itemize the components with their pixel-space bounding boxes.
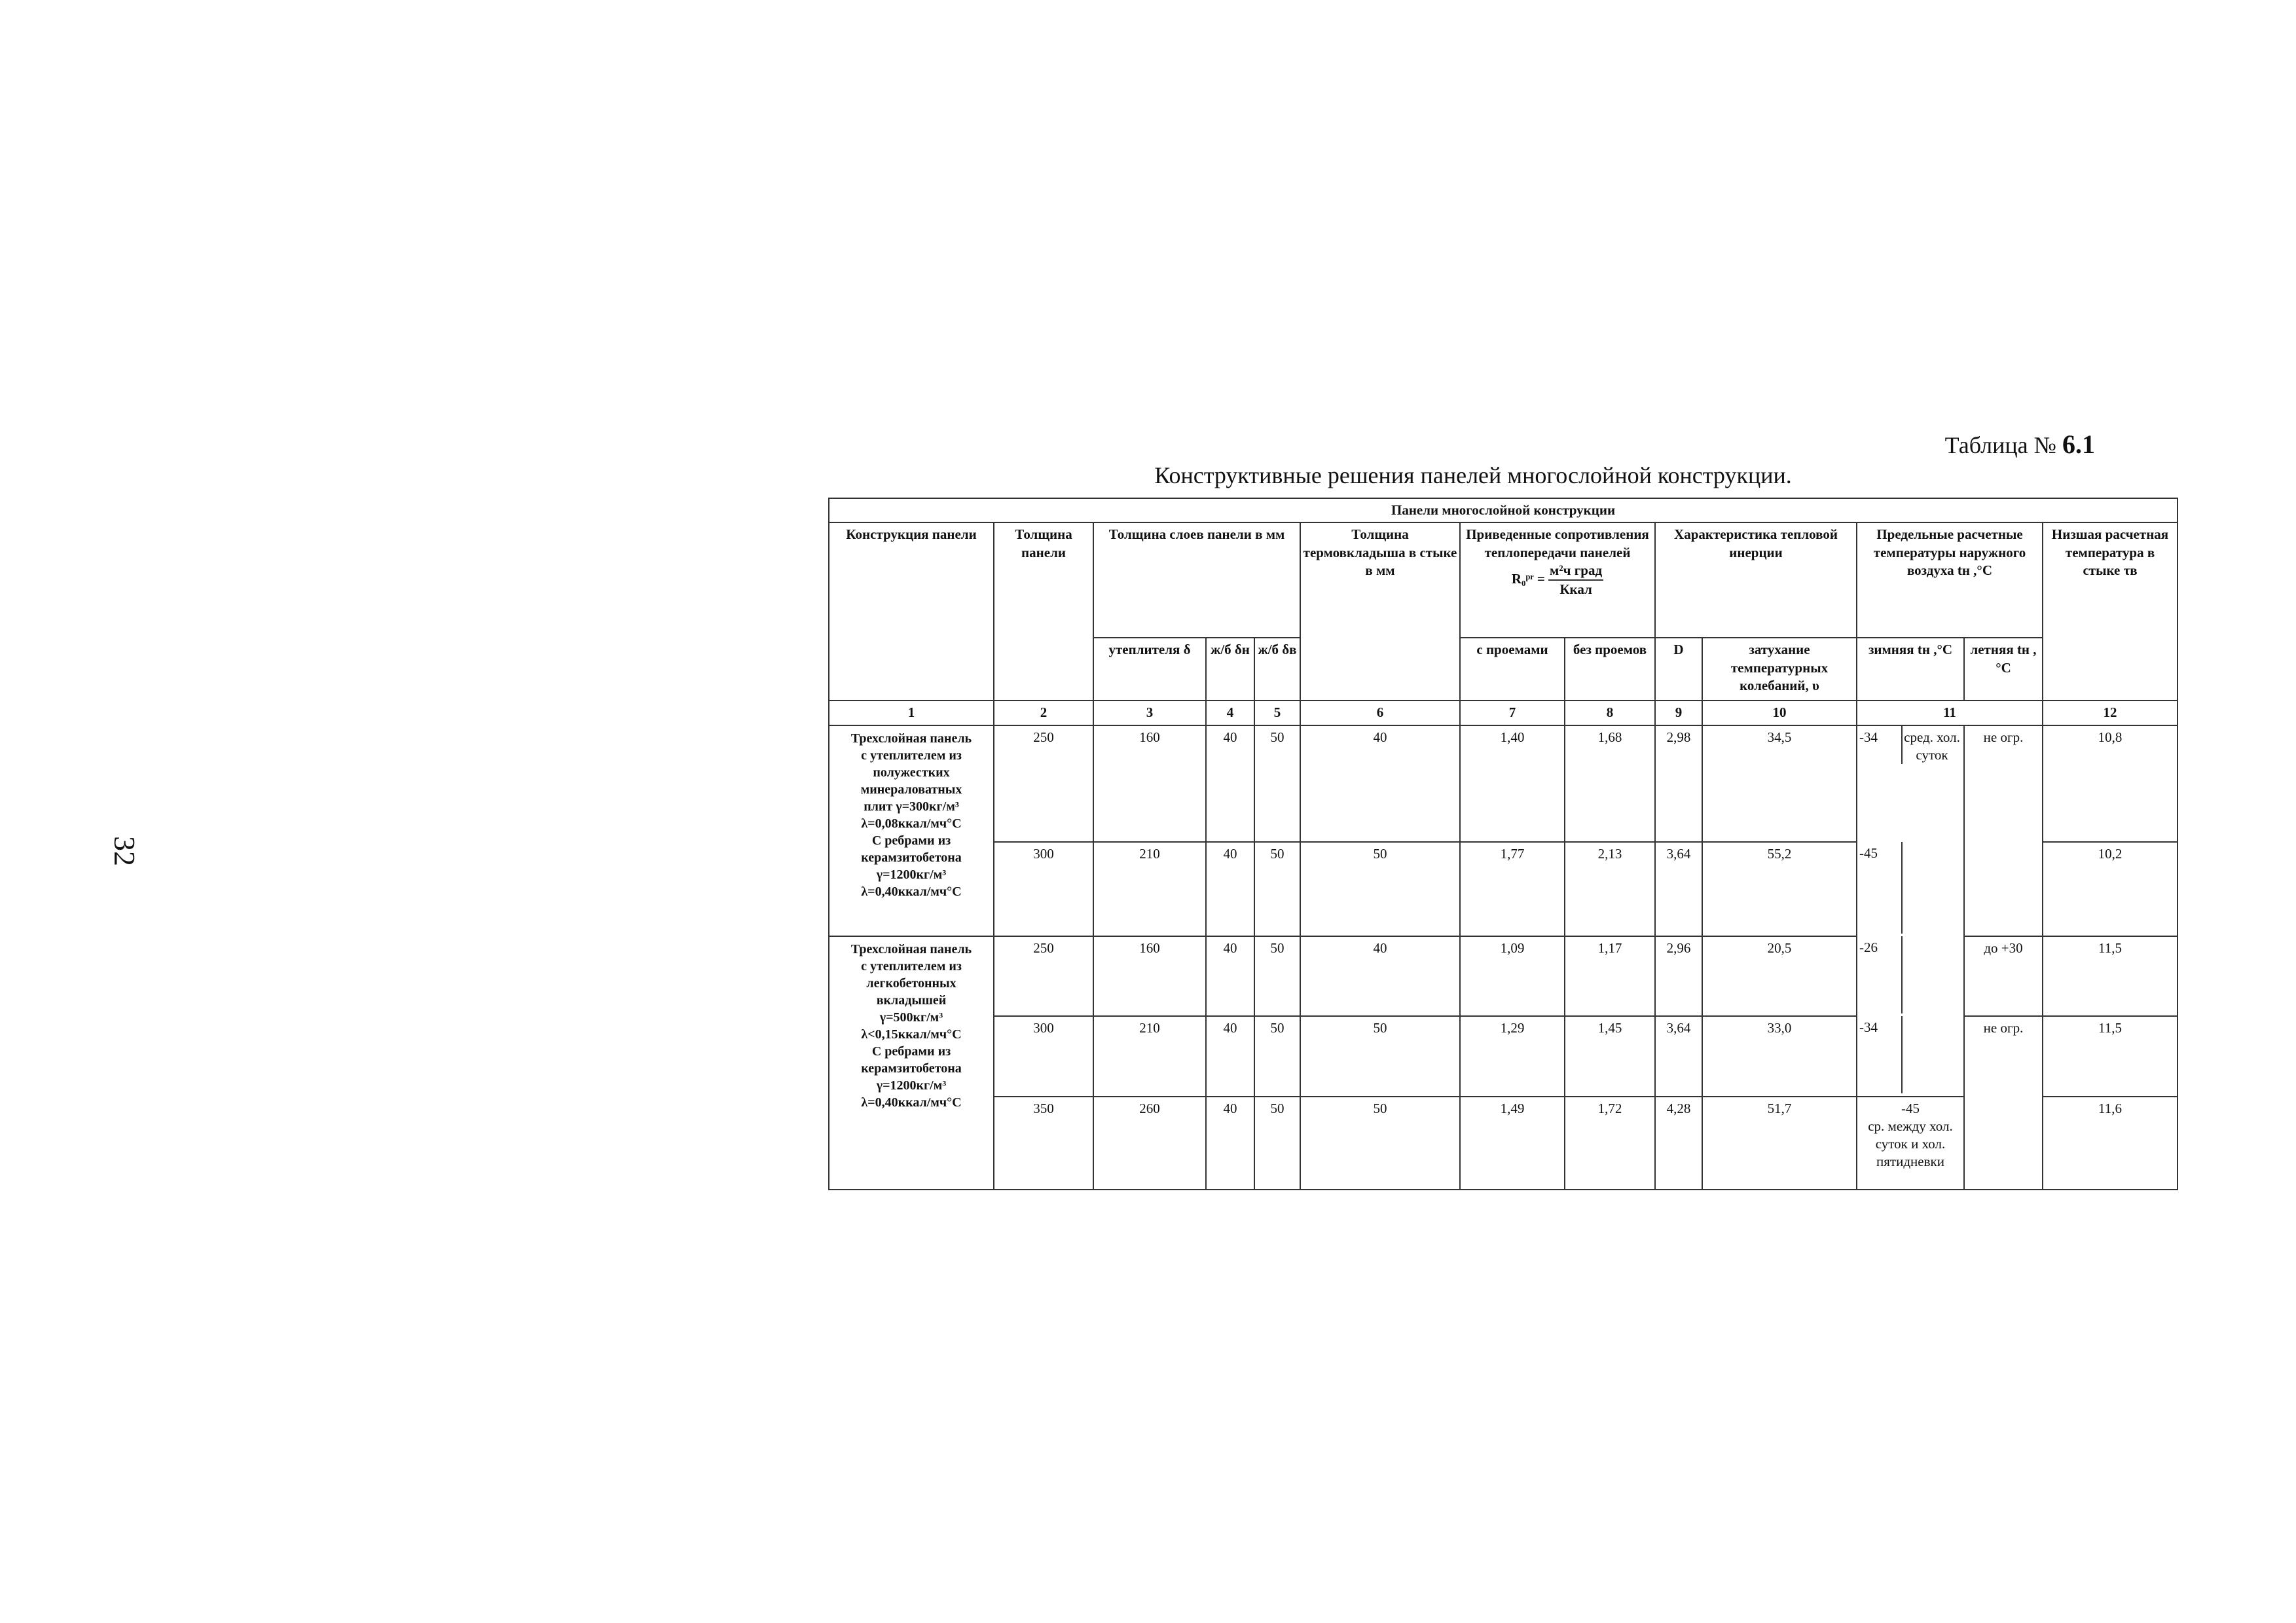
cell-insert: 50 [1300, 842, 1460, 936]
col-number: 4 [1206, 701, 1254, 725]
formula-numerator: м²ч град [1548, 562, 1603, 581]
winter-divider [1901, 936, 1961, 1013]
construction-line: полужестких [873, 765, 950, 780]
cell-rc-outer: 40 [1206, 1016, 1254, 1097]
cell-r-without-openings: 1,45 [1565, 1016, 1655, 1097]
header-col13: Низшая расчетная температура в стыке τв [2043, 522, 2178, 701]
cell-insulation: 210 [1093, 842, 1206, 936]
cell-damping: 51,7 [1702, 1097, 1857, 1190]
construction-line: λ=0,40ккал/мч°C [861, 1095, 962, 1110]
cell-r-with-openings: 1,09 [1460, 936, 1565, 1016]
cell-r-without-openings: 2,13 [1565, 842, 1655, 936]
header-col10: затухание температурных колебаний, υ [1702, 638, 1857, 701]
cell-d: 2,98 [1655, 725, 1702, 842]
cell-winter [1857, 1097, 1964, 1190]
page-number: 32 [108, 836, 141, 866]
construction-line: λ=0,08ккал/мч°C [861, 816, 962, 831]
header-col11: зимняя tн ,°C [1857, 638, 1964, 701]
cell-r-without-openings: 1,68 [1565, 725, 1655, 842]
table-label-prefix: Таблица № [1944, 432, 2056, 458]
cell-r-with-openings: 1,77 [1460, 842, 1565, 936]
cell-low-temp: 11,5 [2043, 936, 2178, 1016]
table-label-number: 6.1 [2062, 429, 2095, 459]
cell-d: 4,28 [1655, 1097, 1702, 1190]
cell-thickness: 250 [994, 725, 1093, 842]
cell-r-with-openings: 1,40 [1460, 725, 1565, 842]
cell-thickness: 350 [994, 1097, 1093, 1190]
header-col2: Толщина панели [994, 522, 1093, 701]
col-number: 12 [2043, 701, 2178, 725]
col-number: 10 [1702, 701, 1857, 725]
winter-divider [1901, 1016, 1961, 1093]
construction-line: с утеплителем из [861, 958, 962, 974]
header-col7-8 [1460, 522, 1655, 638]
table-title: Конструктивные решения панелей многослойной конструкции. [1154, 462, 1792, 488]
cell-rc-outer: 40 [1206, 936, 1254, 1016]
col-number: 5 [1254, 701, 1300, 725]
formula-lhs: R₀ᵖʳ = [1511, 571, 1545, 587]
cell-r-with-openings: 1,49 [1460, 1097, 1565, 1190]
cell-winter [1857, 936, 1964, 1016]
cell-low-temp: 10,2 [2043, 842, 2178, 936]
cell-d: 2,96 [1655, 936, 1702, 1016]
winter-value: -34 [1859, 1019, 1878, 1035]
cell-rc-outer: 40 [1206, 725, 1254, 842]
col-number: 11 [1857, 701, 2043, 725]
header-col11-12: Предельные расчетные температуры наружного воздуха tн ,°C [1857, 522, 2043, 638]
panels-table [828, 498, 2178, 1190]
header-group: Панели многослойной конструкции [829, 498, 2178, 522]
construction-line: γ=1200кг/м³ [876, 1078, 947, 1093]
cell-insert: 50 [1300, 1016, 1460, 1097]
formula-denominator: Ккал [1559, 581, 1592, 598]
cell-rc-outer: 40 [1206, 842, 1254, 936]
cell-summer: не огр. [1964, 1016, 2043, 1190]
cell-insulation: 260 [1093, 1097, 1206, 1190]
cell-rc-inner: 50 [1254, 1097, 1300, 1190]
cell-summer: не огр. [1964, 725, 2043, 936]
cell-winter [1857, 725, 1964, 842]
cell-rc-outer: 40 [1206, 1097, 1254, 1190]
winter-value: -26 [1859, 939, 1878, 955]
construction-line: γ=500кг/м³ [879, 1010, 943, 1025]
cell-insert: 50 [1300, 1097, 1460, 1190]
construction-group1 [829, 725, 994, 936]
cell-summer: до +30 [1964, 936, 2043, 1016]
cell-d: 3,64 [1655, 1016, 1702, 1097]
cell-thickness: 300 [994, 842, 1093, 936]
winter-value: -34 [1859, 729, 1878, 745]
col-number: 8 [1565, 701, 1655, 725]
table-row [829, 725, 2178, 842]
cell-d: 3,64 [1655, 842, 1702, 936]
cell-rc-inner: 50 [1254, 725, 1300, 842]
construction-line: с утеплителем из [861, 748, 962, 763]
construction-line: γ=1200кг/м³ [876, 867, 947, 882]
cell-rc-inner: 50 [1254, 1016, 1300, 1097]
cell-thickness: 300 [994, 1016, 1093, 1097]
cell-low-temp: 11,5 [2043, 1016, 2178, 1097]
cell-rc-inner: 50 [1254, 842, 1300, 936]
construction-line: λ<0,15ккал/мч°C [861, 1027, 962, 1042]
header-col12: летняя tн ,°C [1964, 638, 2043, 701]
construction-line: С ребрами из [871, 1044, 951, 1059]
construction-line: вкладышей [876, 993, 947, 1008]
cell-insert: 40 [1300, 936, 1460, 1016]
header-col8: без проемов [1565, 638, 1655, 701]
formula-fraction [1548, 562, 1603, 599]
cell-insulation: 160 [1093, 725, 1206, 842]
table-row [829, 936, 2178, 1016]
r0-formula [1512, 562, 1603, 599]
header-col1: Конструкция панели [829, 522, 994, 701]
construction-line: С ребрами из [871, 833, 951, 848]
cell-rc-inner: 50 [1254, 936, 1300, 1016]
header-col4: ж/б δн [1206, 638, 1254, 701]
cell-insert: 40 [1300, 725, 1460, 842]
construction-line: керамзитобетона [861, 1061, 962, 1076]
construction-line: Трехслойная панель [850, 731, 972, 746]
col-number: 1 [829, 701, 994, 725]
header-col7-8-text: Приведенные сопротивления теплопередачи панелей [1466, 526, 1649, 560]
cell-winter [1857, 1016, 1964, 1097]
header-col3: утеплителя δ [1093, 638, 1206, 701]
construction-line: керамзитобетона [861, 850, 962, 865]
cell-r-without-openings: 1,17 [1565, 936, 1655, 1016]
construction-line: легкобетонных [866, 976, 957, 991]
winter-divider [1901, 842, 1961, 934]
construction-line: плит γ=300кг/м³ [864, 799, 959, 814]
cell-thickness: 250 [994, 936, 1093, 1016]
cell-r-with-openings: 1,29 [1460, 1016, 1565, 1097]
winter-note-avg-cold-day: сред. хол. суток [1901, 726, 1961, 765]
header-col6: Толщина термовкладыша в стыке в мм [1300, 522, 1460, 701]
winter-note-between: ср. между хол. суток и хол. пятидневки [1868, 1118, 1953, 1170]
winter-value: -45 [1901, 1100, 1920, 1116]
header-col9: D [1655, 638, 1702, 701]
col-number: 2 [994, 701, 1093, 725]
cell-insulation: 210 [1093, 1016, 1206, 1097]
col-number: 6 [1300, 701, 1460, 725]
table-row [829, 1016, 2178, 1097]
cell-low-temp: 11,6 [2043, 1097, 2178, 1190]
cell-damping: 55,2 [1702, 842, 1857, 936]
cell-winter [1857, 842, 1964, 936]
col-number: 7 [1460, 701, 1565, 725]
col-number: 9 [1655, 701, 1702, 725]
header-col9-10: Характеристика тепловой инерции [1655, 522, 1857, 638]
cell-damping: 33,0 [1702, 1016, 1857, 1097]
cell-damping: 34,5 [1702, 725, 1857, 842]
column-numbers-row [829, 701, 2178, 725]
winter-value: -45 [1859, 845, 1878, 861]
construction-group2 [829, 936, 994, 1190]
cell-low-temp: 10,8 [2043, 725, 2178, 842]
construction-line: Трехслойная панель [850, 941, 972, 957]
header-col5: ж/б δв [1254, 638, 1300, 701]
cell-damping: 20,5 [1702, 936, 1857, 1016]
construction-line: минераловатных [860, 782, 962, 797]
cell-r-without-openings: 1,72 [1565, 1097, 1655, 1190]
construction-line: λ=0,40ккал/мч°C [861, 884, 962, 899]
header-col3-5: Толщина слоев панели в мм [1093, 522, 1300, 638]
col-number: 3 [1093, 701, 1206, 725]
cell-insulation: 160 [1093, 936, 1206, 1016]
header-col7: с проемами [1460, 638, 1565, 701]
table-label [1833, 429, 2095, 460]
